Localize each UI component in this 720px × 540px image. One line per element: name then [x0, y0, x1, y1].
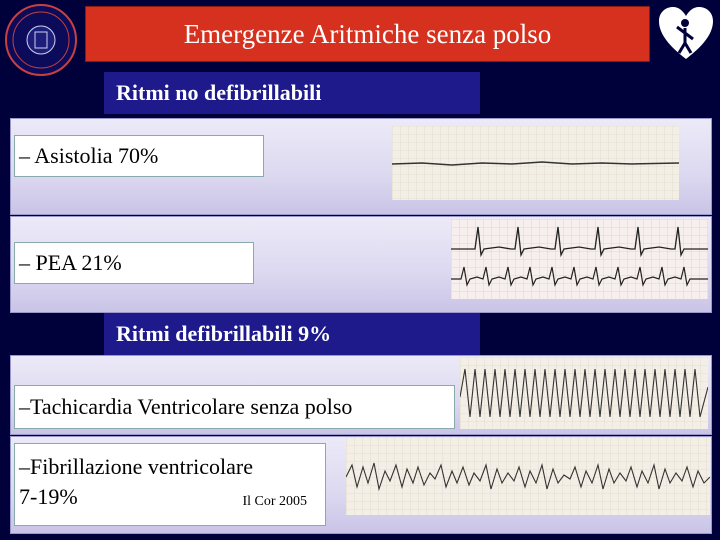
asystole-label: – Asistolia 70% — [14, 135, 264, 177]
asystole-ecg-strip — [392, 126, 679, 200]
vt-ecg-strip — [460, 357, 708, 429]
vt-label: –Tachicardia Ventricolare senza polso — [14, 385, 455, 429]
vf-label — [14, 443, 326, 526]
pea-ecg-strip — [451, 219, 708, 299]
vf-ecg-strip — [346, 437, 710, 515]
page-title: Emergenze Aritmiche senza polso — [85, 6, 650, 62]
university-seal-logo — [2, 2, 80, 78]
vf-label-line1: –Fibrillazione ventricolare — [19, 454, 253, 479]
heart-association-logo — [655, 3, 717, 63]
vf-label-line2: 7-19% — [19, 484, 78, 509]
non-shockable-rhythms-heading: Ritmi no defibrillabili — [104, 72, 480, 114]
pea-label: – PEA 21% — [14, 242, 254, 284]
vf-citation: Il Cor 2005 — [242, 494, 307, 509]
shockable-rhythms-heading: Ritmi defibrillabili 9% — [104, 313, 480, 355]
